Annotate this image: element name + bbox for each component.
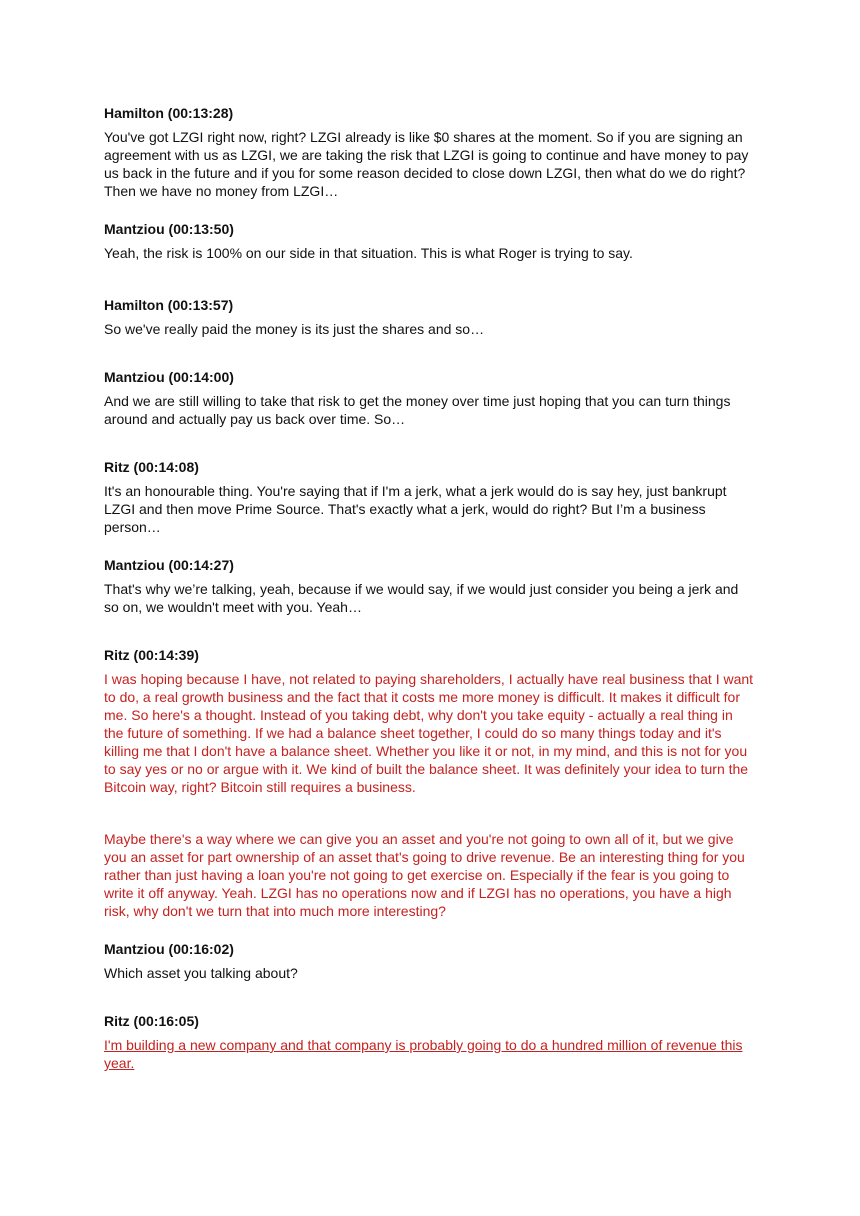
transcript-entry (104, 556, 756, 616)
transcript-entry (104, 646, 756, 920)
speech-paragraph: You've got LZGI right now, right? LZGI already is like $0 shares at the moment. So if you are signing an agreement with us as LZGI, we are taking the risk that LZGI is going to continue and have money to pay us back in the future and if you for some reason decided to close down LZGI, then what do we do right? Then we have no money from LZGI… (104, 129, 749, 199)
speech-paragraph-red: I was hoping because I have, not related to paying shareholders, I actually have real business that I want to do, a real growth business and the fact that it costs me more money is difficult. It makes it difficult for me. So here's a thought. Instead of you taking debt, why don't you take equity - actually a real thing in the future of something. If we had a balance sheet together, I could do so many things today and it's killing me that I don't have a balance sheet. Whether you like it or not, in my mind, and this is not for you to say yes or no or argue with it. We kind of built the balance sheet. It was definitely your idea to turn the Bitcoin way, right? Bitcoin still requires a business. (104, 671, 754, 795)
speaker-timestamp-header: Ritz (00:16:05) (104, 1013, 199, 1029)
transcript-content (104, 104, 756, 1072)
speaker-timestamp-header: Ritz (00:14:08) (104, 459, 199, 475)
speech-paragraph: And we are still willing to take that risk to get the money over time just hoping that you can turn things around and actually pay us back over time. So… (104, 393, 731, 427)
transcript-entry (104, 1012, 756, 1072)
speech-paragraph: It's an honourable thing. You're saying that if I'm a jerk, what a jerk would do is say hey, just bankrupt LZGI and then move Prime Source. That's exactly what a jerk, would do right? But I’m a business person… (104, 483, 727, 535)
transcript-entry (104, 220, 756, 262)
speech-paragraph-red: Maybe there's a way where we can give you an asset and you're not going to own all of it, but we give you an asset for part ownership of an asset that's going to drive revenue. Be an interesting thing for you rather than just having a loan you're not going to get exercise on. Especially if the fear is you going to write it off anyway. Yeah. LZGI has no operations now and if LZGI has no operations, you have a high risk, why don't we turn that into much more interesting? (104, 831, 745, 919)
transcript-entry (104, 458, 756, 536)
speaker-timestamp-header: Mantziou (00:13:50) (104, 221, 234, 237)
transcript-entry (104, 296, 756, 338)
speech-paragraph: Which asset you talking about? (104, 965, 298, 981)
speech-paragraph: That's why we’re talking, yeah, because if we would say, if we would just consider you being a jerk and so on, we wouldn't meet with you. Yeah… (104, 581, 739, 615)
speech-paragraph: So we've really paid the money is its just the shares and so… (104, 321, 485, 337)
speaker-timestamp-header: Mantziou (00:14:27) (104, 557, 234, 573)
speech-paragraph: Yeah, the risk is 100% on our side in that situation. This is what Roger is trying to say. (104, 245, 633, 261)
transcript-entry (104, 940, 756, 982)
transcript-entry (104, 368, 756, 428)
speaker-timestamp-header: Hamilton (00:13:57) (104, 297, 234, 313)
speaker-timestamp-header: Mantziou (00:16:02) (104, 941, 234, 957)
speaker-timestamp-header: Mantziou (00:14:00) (104, 369, 234, 385)
transcript-entry (104, 104, 756, 200)
speaker-timestamp-header: Hamilton (00:13:28) (104, 105, 234, 121)
speech-paragraph-red-underlined: I'm building a new company and that company is probably going to do a hundred million of revenue this year. (104, 1037, 743, 1071)
speaker-timestamp-header: Ritz (00:14:39) (104, 647, 199, 663)
